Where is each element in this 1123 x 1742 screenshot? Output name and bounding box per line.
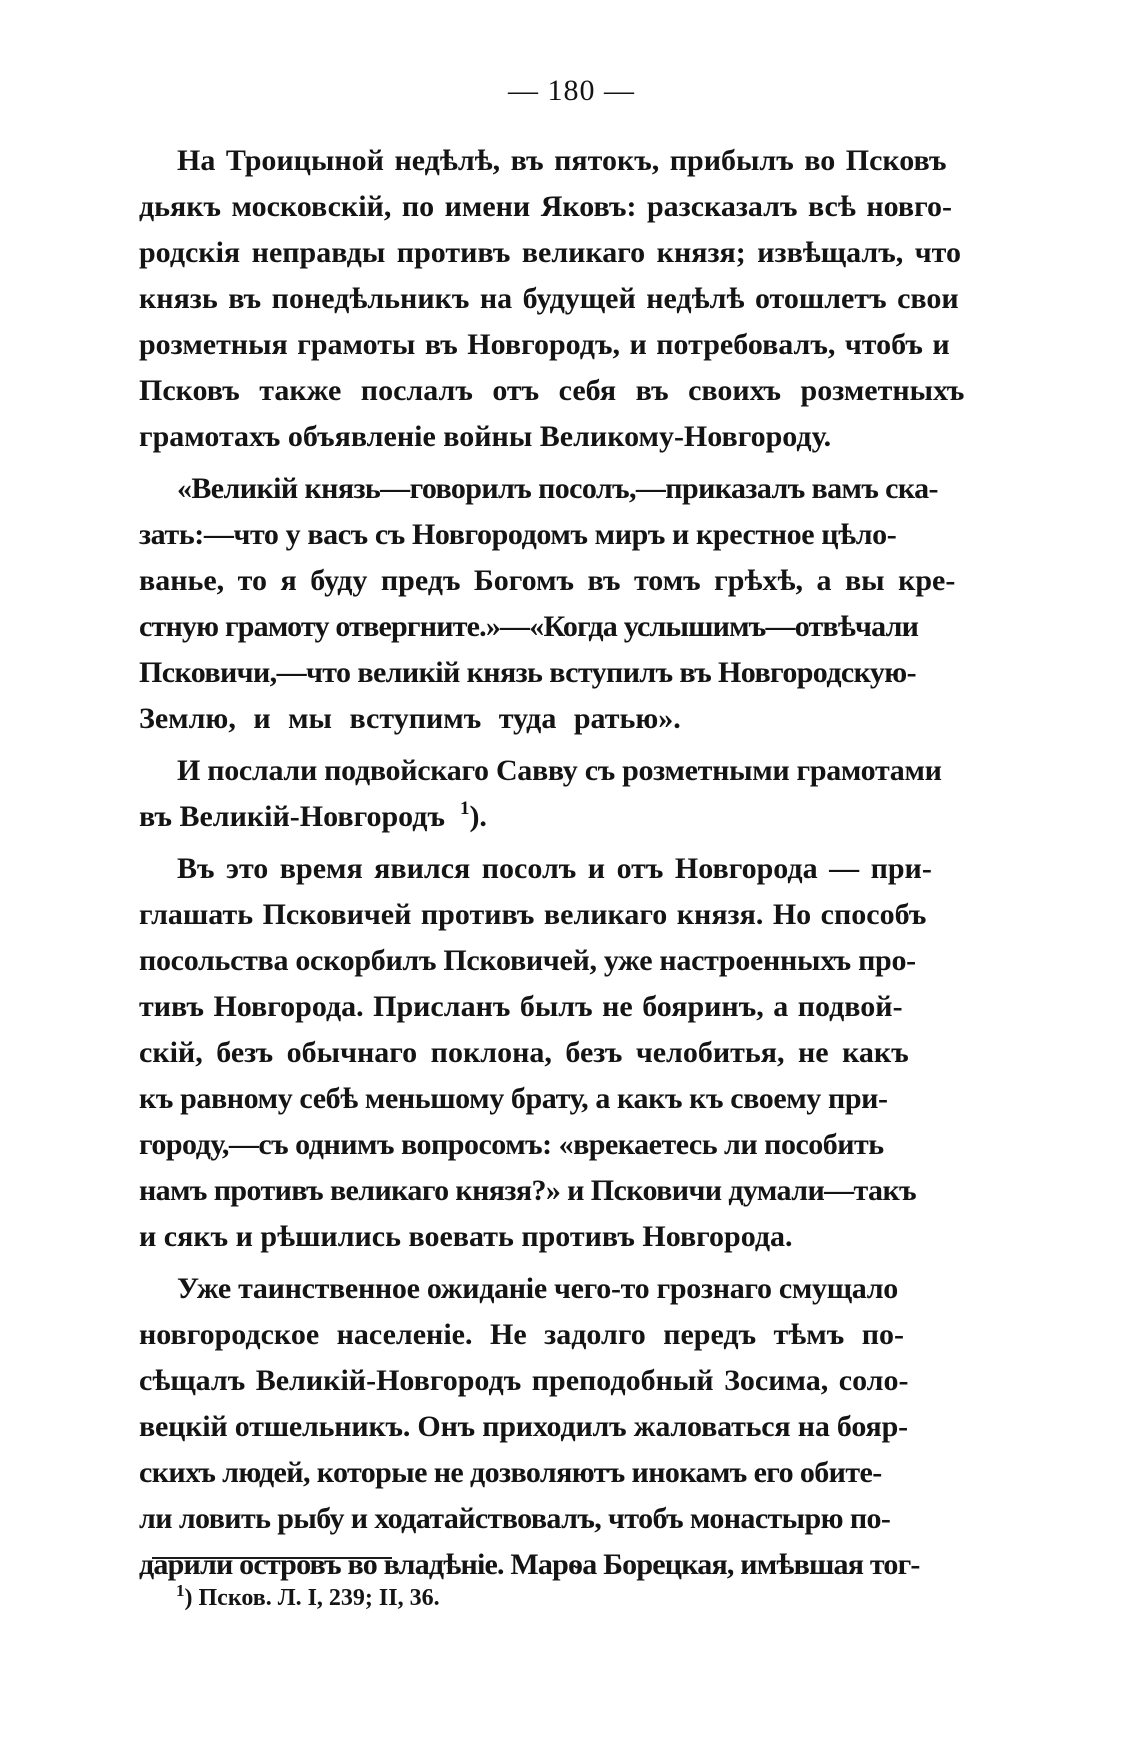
text-line: Землю, и мы вступимъ туда ратью». (139, 702, 681, 735)
text-line: скихъ людей, которые не дозволяютъ инокамъ его обите- (139, 1456, 882, 1489)
text-line (139, 794, 997, 840)
text-line: Въ это время явился посолъ и отъ Новгорода — при- (177, 852, 932, 885)
paragraph-2 (139, 466, 997, 742)
text-line: ли ловить рыбу и ходатайствовалъ, чтобъ монастырю по- (139, 1502, 891, 1535)
text-line: зать:—что у васъ съ Новгородомъ миръ и крестное цѣло- (139, 518, 897, 551)
text-line: Уже таинственное ожиданіе чего-то грознаго смущало (177, 1272, 898, 1305)
text-line-content: въ Великій-Новгородъ (139, 800, 445, 833)
text-line: стную грамоту отвергните.»—«Когда услышимъ—отвѣчали (139, 610, 919, 643)
text-line: новгородское населеніе. Не задолго передъ тѣмъ по- (139, 1318, 904, 1351)
text-line: И послали подвойскаго Савву съ розметными грамотами (177, 754, 942, 787)
text-line: глашать Псковичей противъ великаго князя. Но способъ (139, 898, 927, 931)
footnote-reference-close: ). (469, 800, 487, 833)
text-line: сѣщалъ Великій-Новгородъ преподобный Зосима, соло- (139, 1364, 909, 1397)
text-line: На Троицыной недѣлѣ, въ пятокъ, прибылъ во Псковъ (177, 144, 947, 177)
page-number: — 180 — (508, 74, 635, 107)
paragraph-4 (139, 846, 997, 1260)
paragraph-5 (139, 1266, 997, 1588)
text-line: къ равному себѣ меньшому брату, а какъ къ своему при- (139, 1082, 888, 1115)
footnote-divider (152, 1557, 392, 1559)
text-line: тивъ Новгорода. Присланъ былъ не бояринъ, а подвой- (139, 990, 903, 1023)
text-line: вецкій отшельникъ. Онъ приходилъ жаловаться на бояр- (139, 1410, 908, 1443)
body-text (139, 138, 997, 1588)
text-line: и сякъ и рѣшились воевать противъ Новгорода. (139, 1220, 793, 1253)
text-line: намъ противъ великаго князя?» и Псковичи думали—такъ (139, 1174, 917, 1207)
text-line: Псковичи,—что великій князь вступилъ въ Новгородскую- (139, 656, 917, 689)
text-line: князь въ понедѣльникъ на будущей недѣлѣ отошлетъ свои (139, 282, 959, 315)
text-line: скій, безъ обычнаго поклона, безъ челобитья, не какъ (139, 1036, 909, 1069)
text-line: грамотахъ объявленіе войны Великому-Новгороду. (139, 420, 832, 453)
text-line: городу,—съ однимъ вопросомъ: «врекаетесь ли пособить (139, 1128, 884, 1161)
footnote-reference: 1 (459, 798, 470, 819)
text-line: ванье, то я буду предъ Богомъ въ томъ грѣхѣ, а вы кре- (139, 564, 956, 597)
text-line: Псковъ также послалъ отъ себя въ своихъ розметныхъ (139, 374, 965, 407)
text-line: розметныя грамоты въ Новгородъ, и потребовалъ, чтобъ и (139, 328, 950, 361)
footnote-mark: 1 (176, 1581, 185, 1600)
text-line: посольства оскорбилъ Псковичей, уже настроенныхъ про- (139, 944, 916, 977)
paragraph-3 (139, 748, 997, 840)
text-line: дарили островъ во владѣніе. Марѳа Борецкая, имѣвшая тог- (139, 1548, 920, 1581)
text-line: «Великій князь—говорилъ посолъ,—приказалъ вамъ ска- (177, 472, 938, 505)
text-line: дьякъ московскій, по имени Яковъ: разсказалъ всѣ новго- (139, 190, 952, 223)
footnote (176, 1581, 440, 1612)
paragraph-1 (139, 138, 997, 460)
footnote-text: ) Псков. Л. I, 239; II, 36. (184, 1585, 440, 1611)
text-line: родскія неправды противъ великаго князя; извѣщалъ, что (139, 236, 961, 269)
